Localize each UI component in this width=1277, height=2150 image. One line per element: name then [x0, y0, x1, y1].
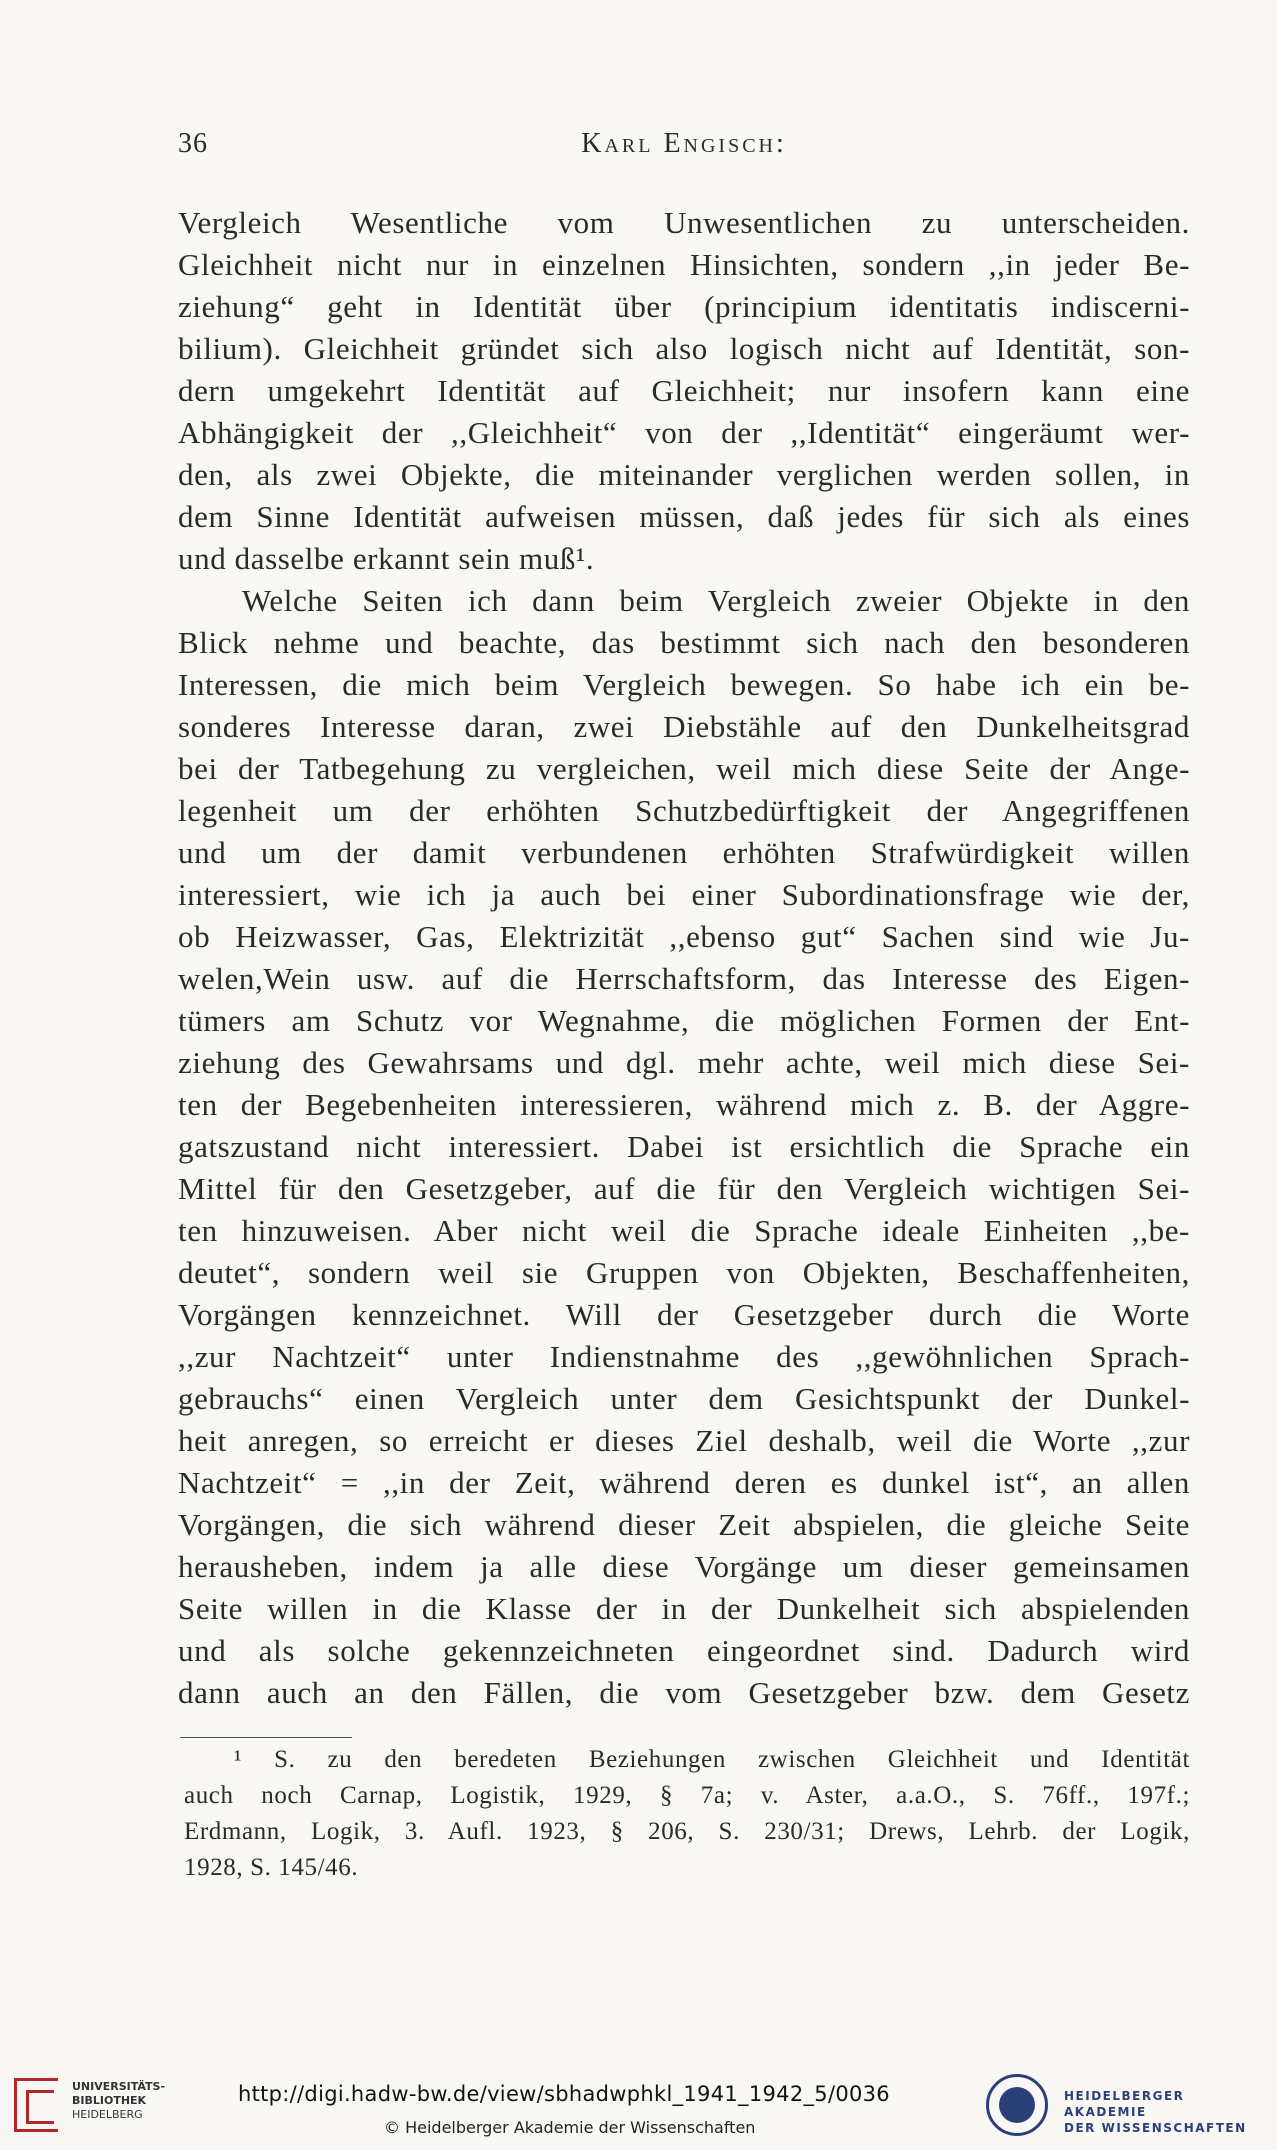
text-line: herausheben, indem ja alle diese Vorgänge um dieser gemeinsamen: [178, 1549, 1190, 1584]
text-line: Vorgängen kennzeichnet. Will der Gesetzgeber durch die Worte: [178, 1297, 1190, 1332]
page-number: 36: [178, 128, 208, 159]
footnote-divider: [180, 1737, 352, 1738]
page-header: [178, 128, 1190, 168]
source-url-link[interactable]: http://digi.hadw-bw.de/view/sbhadwphkl_1941_1942_5/0036: [238, 2082, 890, 2106]
academy-logo-line: DER WISSENSCHAFTEN: [1064, 2121, 1247, 2135]
academy-logo-line: HEIDELBERGER AKADEMIE: [1064, 2089, 1185, 2119]
text-line: tümers am Schutz vor Wegnahme, die möglichen Formen der Ent-: [178, 1003, 1190, 1038]
text-line: dann auch an den Fällen, die vom Gesetzgeber bzw. dem Gesetz: [178, 1675, 1190, 1710]
library-logo-line: HEIDELBERG: [72, 2108, 143, 2121]
text-line: sonderes Interesse daran, zwei Diebstähle auf den Dunkelheitsgrad: [178, 709, 1190, 744]
academy-logo[interactable]: [986, 2074, 1266, 2138]
library-logo-line: BIBLIOTHEK: [72, 2094, 147, 2107]
text-line: Blick nehme und beachte, das bestimmt sich nach den besonderen: [178, 625, 1190, 660]
text-line: welen,Wein usw. auf die Herrschaftsform, das Interesse des Eigen-: [178, 961, 1190, 996]
footnote-line: Erdmann, Logik, 3. Aufl. 1923, § 206, S. 230/31; Drews, Lehrb. der Logik,: [184, 1818, 1190, 1845]
text-line: dem Sinne Identität aufweisen müssen, daß jedes für sich als eines: [178, 499, 1190, 534]
library-logo-line: UNIVERSITÄTS-: [72, 2080, 166, 2093]
text-line: Vorgängen, die sich während dieser Zeit abspielen, die gleiche Seite: [178, 1507, 1190, 1542]
library-logo-icon: [14, 2078, 58, 2132]
text-line: und dasselbe erkannt sein muß¹.: [178, 541, 595, 576]
text-line: den, als zwei Objekte, die miteinander verglichen werden sollen, in: [178, 457, 1190, 492]
text-line: deutet“, sondern weil sie Gruppen von Objekten, Beschaffenheiten,: [178, 1255, 1190, 1290]
text-line-indented: Welche Seiten ich dann beim Vergleich zweier Objekte in den: [242, 583, 1190, 618]
text-line: und um der damit verbundenen erhöhten Strafwürdigkeit willen: [178, 835, 1190, 870]
text-line: Seite willen in die Klasse der in der Dunkelheit sich abspielenden: [178, 1591, 1190, 1626]
text-line: legenheit um der erhöhten Schutzbedürftigkeit der Angegriffenen: [178, 793, 1190, 828]
university-library-logo[interactable]: [14, 2078, 174, 2134]
text-line: Nachtzeit“ = ,,in der Zeit, während deren es dunkel ist“, an allen: [178, 1465, 1190, 1500]
footnote-line: auch noch Carnap, Logistik, 1929, § 7a; v. Aster, a.a.O., S. 76ff., 197f.;: [184, 1782, 1190, 1809]
academy-seal-icon: [986, 2074, 1048, 2136]
text-line: interessiert, wie ich ja auch bei einer Subordinationsfrage wie der,: [178, 877, 1190, 912]
text-line: dern umgekehrt Identität auf Gleichheit; nur insofern kann eine: [178, 373, 1190, 408]
text-line: ,,zur Nachtzeit“ unter Indienstnahme des ,,gewöhnlichen Sprach-: [178, 1339, 1190, 1374]
text-line: ziehung“ geht in Identität über (principium identitatis indiscerni-: [178, 289, 1190, 324]
text-line: ten der Begebenheiten interessieren, während mich z. B. der Aggre-: [178, 1087, 1190, 1122]
text-line: ziehung des Gewahrsams und dgl. mehr achte, weil mich diese Sei-: [178, 1045, 1190, 1080]
text-line: Gleichheit nicht nur in einzelnen Hinsichten, sondern ,,in jeder Be-: [178, 247, 1190, 282]
running-head: Karl Engisch:: [581, 128, 787, 159]
text-line: gebrauchs“ einen Vergleich unter dem Gesichtspunkt der Dunkel-: [178, 1381, 1190, 1416]
text-line: bilium). Gleichheit gründet sich also logisch nicht auf Identität, son-: [178, 331, 1190, 366]
text-line: Mittel für den Gesetzgeber, auf die für den Vergleich wichtigen Sei-: [178, 1171, 1190, 1206]
footnotes: [184, 1742, 1190, 1886]
body-text: [178, 202, 1190, 1714]
page-footer: [0, 2060, 1277, 2150]
text-line: bei der Tatbegehung zu vergleichen, weil mich diese Seite der Ange-: [178, 751, 1190, 786]
text-line: Interessen, die mich beim Vergleich bewegen. So habe ich ein be-: [178, 667, 1190, 702]
text-line: und als solche gekennzeichneten eingeordnet sind. Dadurch wird: [178, 1633, 1190, 1668]
text-line: Abhängigkeit der ,,Gleichheit“ von der ,,Identität“ eingeräumt wer-: [178, 415, 1190, 450]
text-line: gatszustand nicht interessiert. Dabei ist ersichtlich die Sprache ein: [178, 1129, 1190, 1164]
text-line: heit anregen, so erreicht er dieses Ziel deshalb, weil die Worte ,,zur: [178, 1423, 1190, 1458]
text-line: ob Heizwasser, Gas, Elektrizität ,,ebenso gut“ Sachen sind wie Ju-: [178, 919, 1190, 954]
footnote-line: 1928, S. 145/46.: [184, 1854, 359, 1881]
text-line: ten hinzuweisen. Aber nicht weil die Sprache ideale Einheiten ,,be-: [178, 1213, 1190, 1248]
copyright-notice: © Heidelberger Akademie der Wissenschaften: [384, 2118, 756, 2137]
footnote-line: ¹ S. zu den beredeten Beziehungen zwischen Gleichheit und Identität: [234, 1746, 1190, 1773]
text-line: Vergleich Wesentliche vom Unwesentlichen zu unterscheiden.: [178, 205, 1190, 240]
